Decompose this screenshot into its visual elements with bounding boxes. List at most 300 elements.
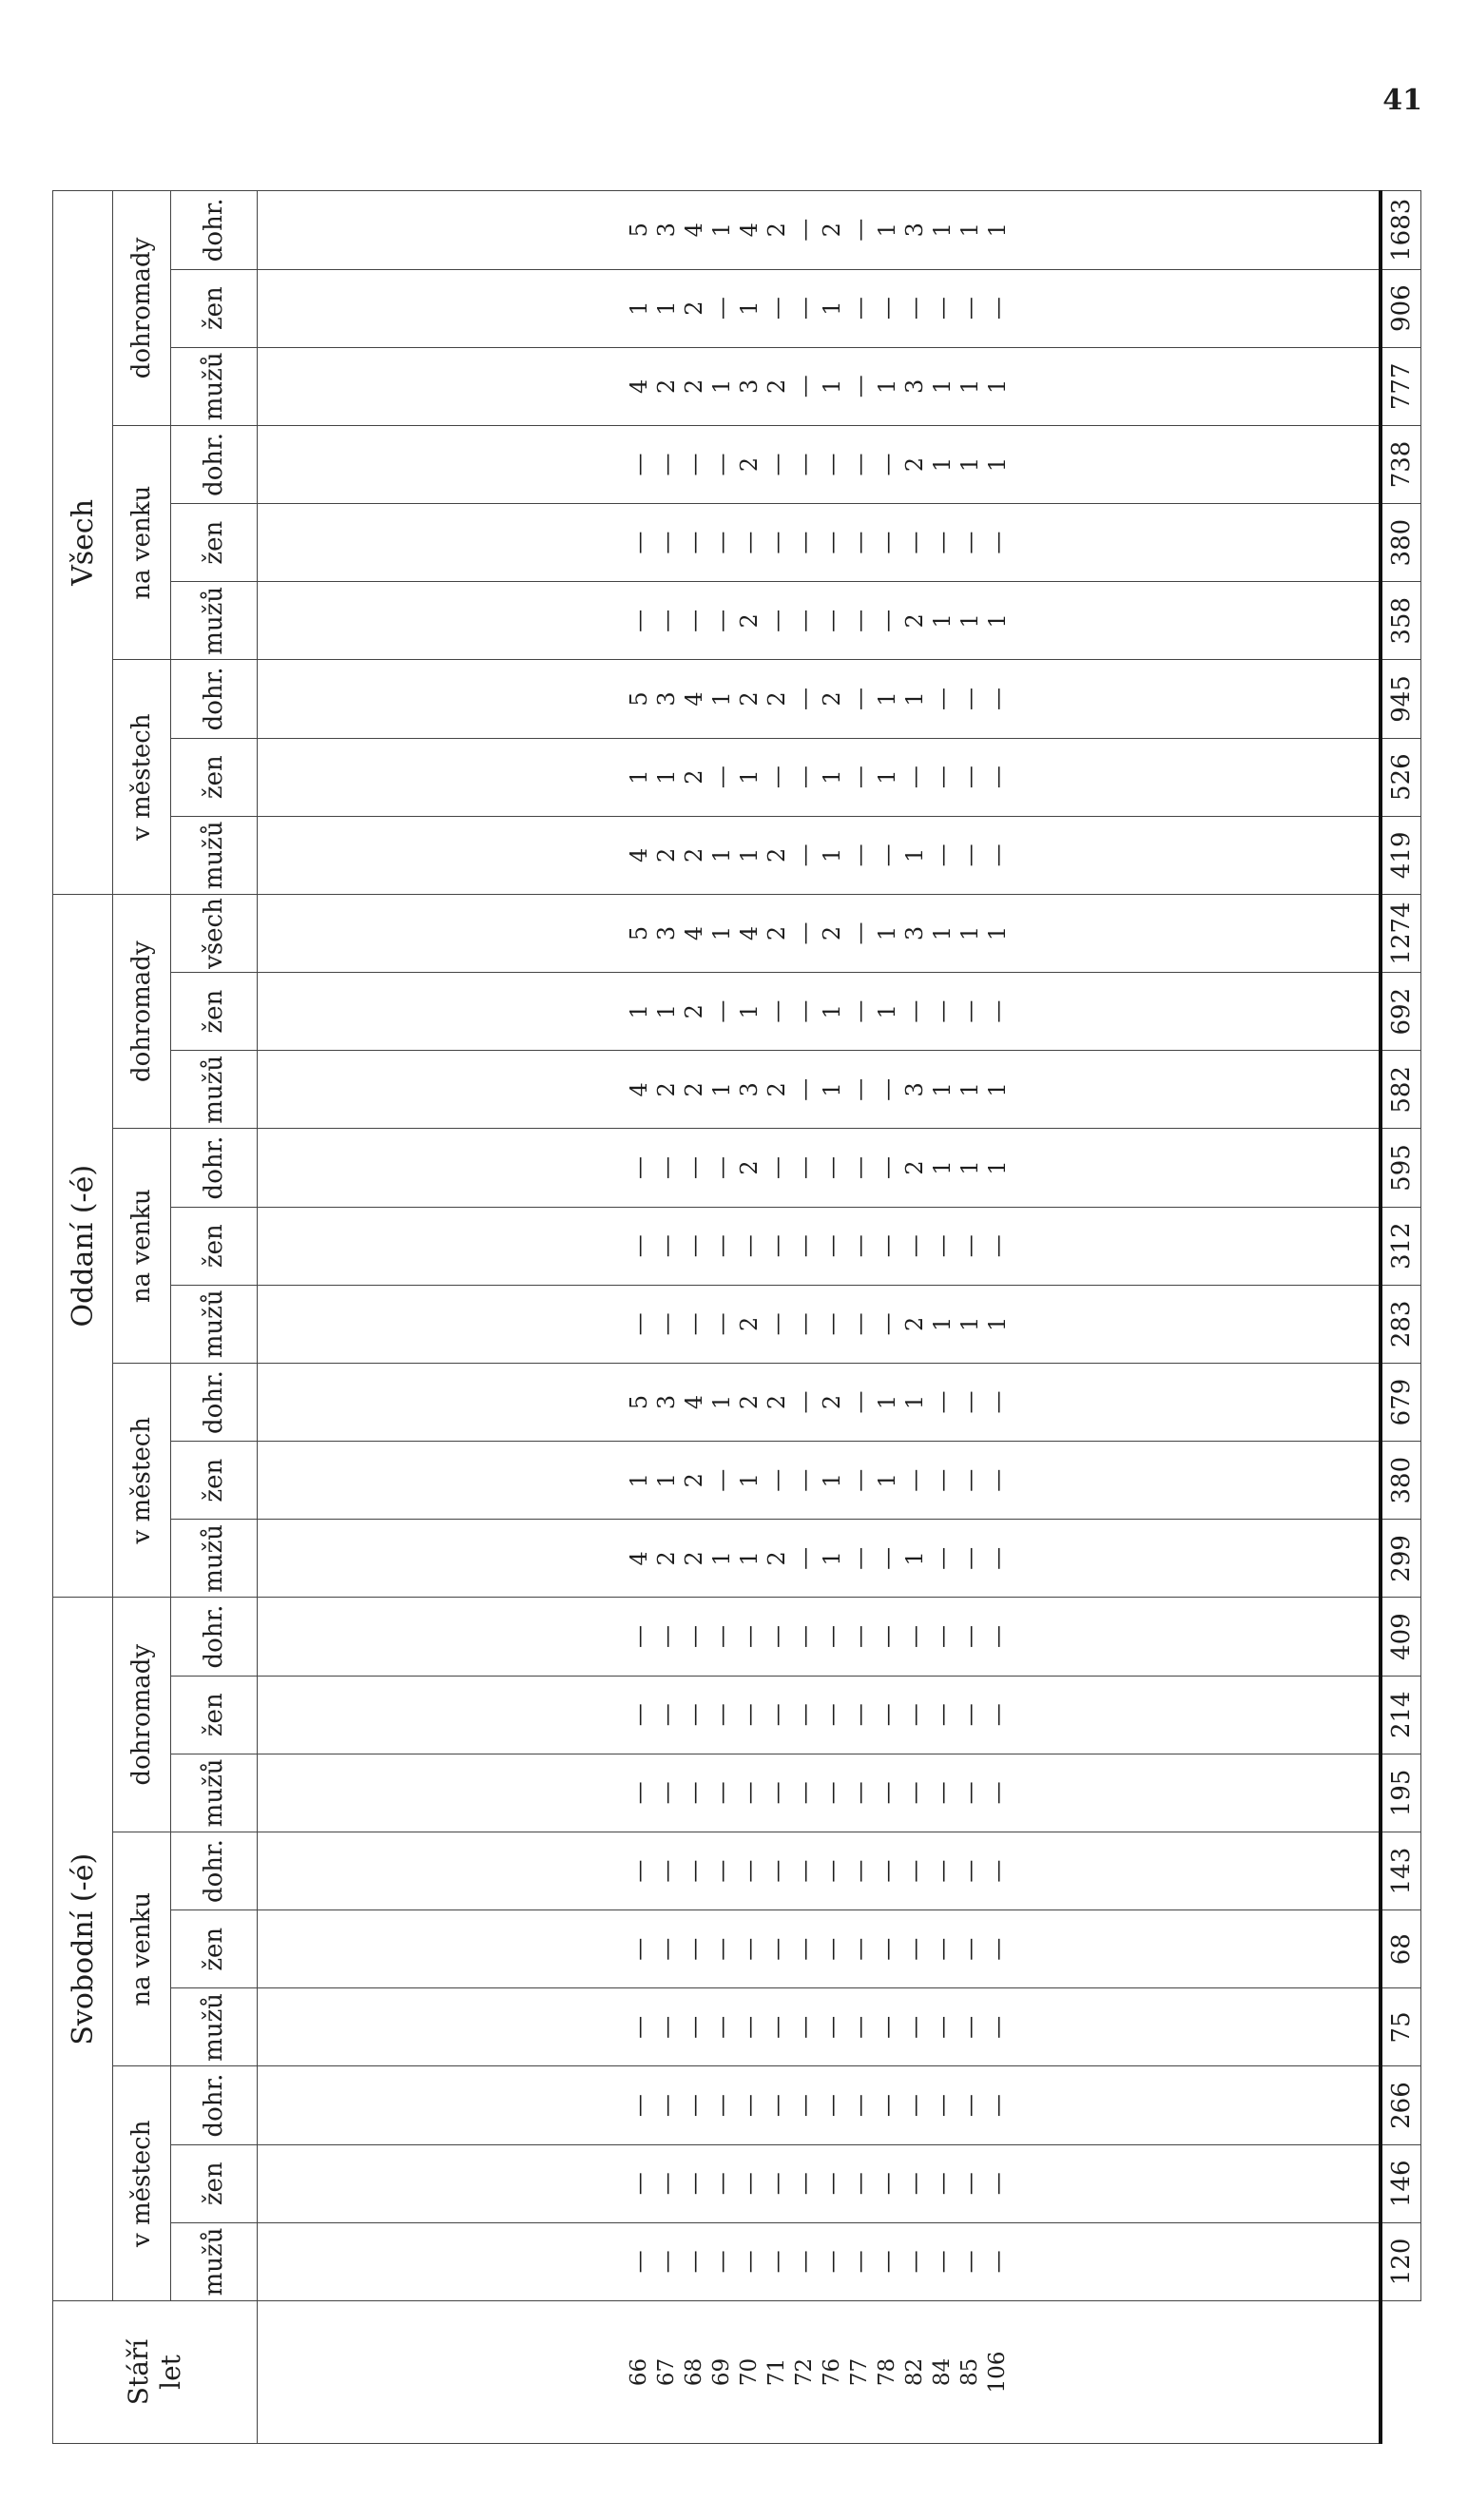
data-value: 1 [956,378,983,394]
data-value: — [956,843,983,867]
data-value: — [956,1859,983,1883]
data-value: 4 [735,925,763,941]
data-value: 1 [707,1551,735,1566]
sub-header: v městech [113,660,171,895]
data-value: — [956,1625,983,1649]
data-value: — [763,2172,790,2196]
data-value: — [707,766,735,789]
data-value: — [790,1859,818,1883]
data-value: 4 [625,1082,652,1097]
data-value: 2 [763,847,790,863]
data-column [258,973,1381,1051]
data-value: — [900,1625,928,1649]
data-value: 1 [873,223,900,238]
sub-header: dohromady [113,191,171,426]
data-value: — [652,2094,680,2118]
data-value: 2 [900,1316,928,1331]
age-column [258,2301,1381,2444]
column-label: žen [171,1676,258,1754]
data-value: — [735,1625,763,1649]
data-column [258,1129,1381,1207]
data-value: — [845,1625,873,1649]
data-value: — [680,2250,707,2274]
data-value: — [763,2015,790,2039]
data-value: — [983,1781,1011,1805]
data-value: — [983,531,1011,554]
data-value: — [707,2172,735,2196]
data-value: — [625,1781,652,1805]
data-value: 2 [763,1394,790,1410]
data-value: — [845,1312,873,1336]
data-value: — [790,1468,818,1492]
data-value: — [900,1937,928,1961]
data-value: — [763,1312,790,1336]
data-value: — [845,1390,873,1414]
column-label: žen [171,1442,258,1520]
data-value: — [928,2094,956,2118]
data-value: — [625,2015,652,2039]
data-value: 1 [956,925,983,941]
data-value: — [873,2250,900,2274]
data-value: — [928,2015,956,2039]
data-value: — [680,1312,707,1336]
data-column [258,425,1381,503]
column-label: dohr. [171,1129,258,1207]
data-value: — [928,1859,956,1883]
data-value: 1 [956,1082,983,1097]
data-value: — [873,1312,900,1336]
total-value: 75 [1381,1988,1421,2066]
data-column [258,1442,1381,1520]
data-value: — [845,1077,873,1101]
totals-label-cell [1381,2301,1421,2444]
data-value: — [790,297,818,320]
data-value: — [763,2250,790,2274]
data-value: 4 [680,223,707,238]
column-label: žen [171,1910,258,1988]
data-value: — [983,766,1011,789]
data-value: — [845,1703,873,1727]
data-column [258,1910,1381,1988]
data-value: — [818,1703,845,1727]
data-value: 2 [652,847,680,863]
age-value: 71 [763,2357,789,2387]
data-column [258,2066,1381,2144]
total-value: 906 [1381,269,1421,347]
data-value: 4 [680,925,707,941]
data-value: — [625,609,652,632]
data-value: — [956,1468,983,1492]
data-value: 5 [625,925,652,941]
data-value: — [873,1234,900,1258]
column-label-row [171,191,258,2444]
data-column [258,1754,1381,1832]
data-value: — [983,2094,1011,2118]
data-value: — [873,1077,900,1101]
data-value: 2 [818,223,845,238]
data-value: 1 [818,378,845,394]
data-value: 1 [928,223,956,238]
data-value: 1 [873,1473,900,1488]
data-value: — [956,766,983,789]
data-value: — [900,1234,928,1258]
data-value: 2 [735,1316,763,1331]
column-label: dohr. [171,660,258,738]
data-value: — [680,609,707,632]
data-value: 1 [983,1316,1011,1331]
column-label: mužů [171,2222,258,2300]
data-value: — [928,1390,956,1414]
data-value: — [845,2094,873,2118]
data-value: — [707,2094,735,2118]
data-column [258,816,1381,894]
data-value: 2 [818,1394,845,1410]
data-value: — [763,2094,790,2118]
data-value: — [818,1781,845,1805]
data-value: — [845,1468,873,1492]
data-value: 2 [818,925,845,941]
data-value: — [763,766,790,789]
data-value: — [763,297,790,320]
data-value: — [652,1859,680,1883]
data-value: — [900,2094,928,2118]
data-value: 2 [735,456,763,473]
data-value: — [983,2015,1011,2039]
total-value: 146 [1381,2144,1421,2222]
total-value: 945 [1381,660,1421,738]
column-label: dohr. [171,191,258,270]
data-value: — [928,843,956,867]
data-value: — [652,1781,680,1805]
data-value: — [763,1781,790,1805]
data-value: — [707,609,735,632]
data-value: — [983,1390,1011,1414]
data-value: — [900,297,928,320]
data-value: — [873,1546,900,1570]
data-value: — [680,1625,707,1649]
data-value: 1 [707,925,735,941]
data-value: 1 [652,1004,680,1019]
data-value: 1 [818,769,845,785]
data-value: — [818,2015,845,2039]
data-value: — [956,1937,983,1961]
data-value: — [845,1234,873,1258]
data-value: — [818,1156,845,1180]
data-value: 2 [763,1082,790,1097]
data-value: — [652,2250,680,2274]
data-value: — [625,1156,652,1180]
data-value: — [956,2250,983,2274]
data-value: — [735,2250,763,2274]
data-value: 1 [652,769,680,785]
data-value: 1 [900,847,928,863]
total-value: 312 [1381,1207,1421,1285]
total-value: 283 [1381,1285,1421,1363]
data-value: 1 [873,1394,900,1410]
data-value: — [707,1937,735,1961]
statistics-table [52,190,1421,2444]
total-value: 68 [1381,1910,1421,1988]
sub-header: dohromady [113,894,171,1129]
data-value: 1 [735,847,763,863]
data-value: — [928,999,956,1023]
total-value: 692 [1381,973,1421,1051]
data-value: — [928,2172,956,2196]
data-value: — [818,2172,845,2196]
column-label: žen [171,1207,258,1285]
data-value: 1 [956,1316,983,1331]
data-value: — [625,1937,652,1961]
data-value: 4 [625,378,652,394]
data-value: 1 [983,1160,1011,1175]
group-header-svobodni: Svobodní (-é) [53,1598,113,2301]
data-value: — [845,1156,873,1180]
data-value: — [790,766,818,789]
column-label: všech [171,894,258,972]
age-header [53,2301,258,2444]
data-value: — [956,999,983,1023]
data-value: 1 [956,223,983,238]
age-value: 67 [653,2357,679,2387]
data-value: — [763,1859,790,1883]
data-value: 1 [983,1082,1011,1097]
data-column [258,894,1381,972]
data-value: — [707,453,735,476]
data-column [258,2222,1381,2300]
data-value: — [652,2172,680,2196]
data-value: — [900,999,928,1023]
data-row [258,191,1381,2444]
data-value: — [818,531,845,554]
data-value: 1 [625,769,652,785]
data-value: — [873,609,900,632]
data-value: 2 [763,223,790,238]
data-value: 4 [680,691,707,707]
total-value: 582 [1381,1051,1421,1129]
data-value: — [707,1781,735,1805]
data-value: — [983,1234,1011,1258]
data-value: — [928,1234,956,1258]
data-value: — [652,1312,680,1336]
data-value: 1 [983,925,1011,941]
data-value: — [790,1703,818,1727]
column-label: mužů [171,816,258,894]
data-value: — [900,1468,928,1492]
data-value: — [873,1703,900,1727]
column-label: dohr. [171,425,258,503]
data-value: 1 [818,1082,845,1097]
age-header-line2: let [155,2355,186,2390]
data-value: — [873,1781,900,1805]
data-value: — [707,1703,735,1727]
data-value: — [873,2172,900,2196]
data-value: — [900,1859,928,1883]
age-value: 77 [846,2357,872,2387]
data-value: — [928,1625,956,1649]
data-value: 1 [956,613,983,629]
data-value: — [928,297,956,320]
data-value: — [956,1234,983,1258]
data-value: 1 [900,1394,928,1410]
data-value: 2 [680,300,707,316]
total-value: 679 [1381,1363,1421,1441]
column-label: dohr. [171,1598,258,1676]
data-value: 1 [928,613,956,629]
age-value: 84 [929,2357,955,2387]
data-value: 3 [735,378,763,394]
data-value: — [652,531,680,554]
data-column [258,1598,1381,1676]
total-value: 419 [1381,816,1421,894]
column-label: mužů [171,1051,258,1129]
data-value: — [983,1468,1011,1492]
data-value: — [790,1390,818,1414]
data-value: — [900,766,928,789]
data-value: — [983,1937,1011,1961]
data-column [258,1676,1381,1754]
data-value: — [845,218,873,242]
data-column [258,1832,1381,1909]
data-column [258,347,1381,425]
data-value: — [763,609,790,632]
data-value: — [680,2015,707,2039]
data-value: 1 [983,378,1011,394]
page-number: 41 [1382,84,1422,117]
data-value: 1 [873,378,900,394]
age-value: 72 [791,2357,817,2387]
total-value: 1274 [1381,894,1421,972]
data-value: 2 [735,613,763,629]
data-value: — [680,531,707,554]
data-value: — [873,1937,900,1961]
data-value: — [680,2094,707,2118]
data-value: 1 [735,769,763,785]
data-value: 1 [983,613,1011,629]
data-value: 4 [625,1551,652,1566]
total-value: 526 [1381,738,1421,816]
data-value: 1 [818,847,845,863]
data-value: — [845,375,873,398]
column-label: mužů [171,347,258,425]
data-value: — [790,1781,818,1805]
data-value: 5 [625,223,652,238]
column-label: žen [171,738,258,816]
sub-header: v městech [113,1363,171,1598]
column-label: dohr. [171,1363,258,1441]
data-value: 2 [680,769,707,785]
data-value: — [763,1937,790,1961]
data-value: — [845,999,873,1023]
total-value: 595 [1381,1129,1421,1207]
total-value: 777 [1381,347,1421,425]
data-value: 1 [707,378,735,394]
group-header-vsech: Všech [53,191,113,895]
data-value: 1 [956,1160,983,1175]
data-value: 3 [735,1082,763,1097]
data-value: — [845,297,873,320]
data-value: — [818,453,845,476]
data-value: — [652,1625,680,1649]
data-value: 3 [900,1082,928,1097]
age-value: 68 [681,2357,706,2387]
data-column [258,1988,1381,2066]
data-value: — [790,375,818,398]
data-value: — [818,2250,845,2274]
data-value: — [928,1468,956,1492]
total-value: 120 [1381,2222,1421,2300]
data-value: — [680,1937,707,1961]
data-value: — [735,1234,763,1258]
data-value: 1 [707,691,735,707]
data-value: — [625,1234,652,1258]
column-label: dohr. [171,2066,258,2144]
data-value: — [956,2094,983,2118]
data-value: 3 [900,223,928,238]
age-header-line1: Stáří [123,2338,154,2406]
data-value: — [845,921,873,945]
data-value: 1 [735,1551,763,1566]
data-value: — [763,453,790,476]
data-value: — [652,453,680,476]
data-value: — [983,687,1011,710]
data-column [258,191,1381,270]
data-value: — [790,999,818,1023]
data-value: — [956,2172,983,2196]
data-value: — [873,453,900,476]
data-value: — [625,1312,652,1336]
data-value: — [625,531,652,554]
column-label: mužů [171,1285,258,1363]
data-value: 1 [625,1473,652,1488]
data-value: — [956,1703,983,1727]
data-value: — [983,2172,1011,2196]
data-value: 2 [763,691,790,707]
data-value: — [900,1781,928,1805]
data-value: — [763,1703,790,1727]
data-value: — [818,1937,845,1961]
data-value: — [735,531,763,554]
sub-header: na venku [113,1129,171,1364]
data-value: — [735,2094,763,2118]
data-value: — [845,1859,873,1883]
data-value: — [983,999,1011,1023]
data-value: — [790,1312,818,1336]
data-value: — [707,2250,735,2274]
data-value: — [790,2015,818,2039]
data-column [258,269,1381,347]
age-value: 76 [819,2357,844,2387]
data-column [258,1363,1381,1441]
data-value: — [735,1703,763,1727]
data-value: 1 [735,1004,763,1019]
data-value: 1 [707,1082,735,1097]
total-value: 409 [1381,1598,1421,1676]
data-value: — [928,687,956,710]
data-value: — [625,2094,652,2118]
data-column [258,2144,1381,2222]
data-value: — [956,1546,983,1570]
data-value: — [983,1546,1011,1570]
total-value: 358 [1381,582,1421,660]
column-label: žen [171,504,258,582]
data-value: — [790,218,818,242]
data-value: — [707,2015,735,2039]
data-value: — [818,1859,845,1883]
sub-header: na venku [113,425,171,660]
data-value: — [900,2250,928,2274]
data-value: 3 [652,691,680,707]
age-value: 78 [874,2357,899,2387]
